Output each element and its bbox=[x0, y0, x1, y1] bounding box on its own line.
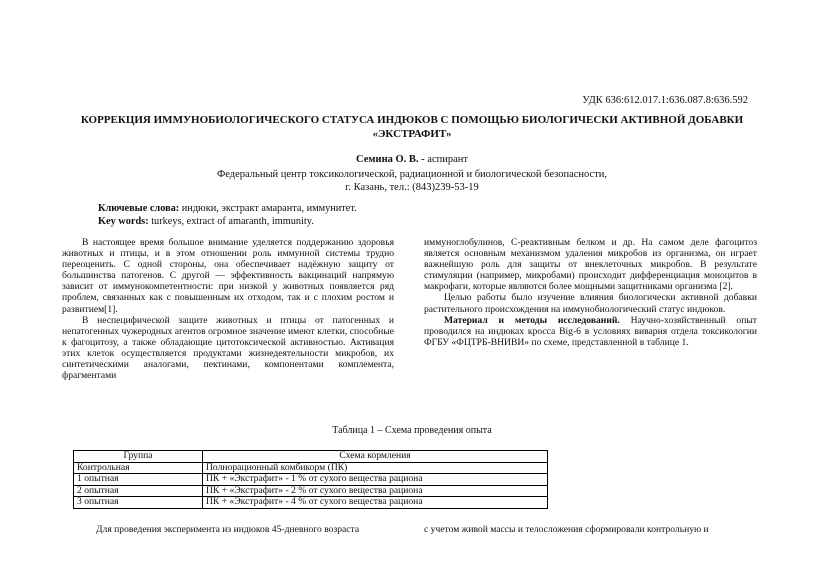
table-cell: 2 опытная bbox=[74, 485, 203, 497]
table-cell: ПК + «Экстрафит» - 4 % от сухого вещества рациона bbox=[203, 497, 548, 509]
table-row bbox=[74, 462, 548, 474]
table-row bbox=[74, 474, 548, 486]
table-cell: 3 опытная bbox=[74, 497, 203, 509]
table-cell: 1 опытная bbox=[74, 474, 203, 486]
table-cell: ПК + «Экстрафит» - 1 % от сухого вещества рациона bbox=[203, 474, 548, 486]
table-cell: Контрольная bbox=[74, 462, 203, 474]
section-heading-runin: Материал и методы исследований. bbox=[444, 314, 620, 326]
paragraph: Целью работы было изучение влияния биологически активной добавки растительного происхождения на иммунобиологический статус индюков. bbox=[424, 292, 757, 315]
author-role: аспирант bbox=[424, 154, 468, 165]
table-cell: ПК + «Экстрафит» - 2 % от сухого вещества рациона bbox=[203, 485, 548, 497]
paragraph: В настоящее время большое внимание уделяется поддержанию здоровья животных и птицы, и в этом отношении роль иммунной системы трудно переоценить. С одной стороны, она обеспечивает надёжную защиту от большинства патогенов. С другой — эффективность вакцинаций напрямую зависит от иммунокомпетентности: при низкой у животных появляется ряд проблем, связанных как с повышенным их отходом, так и с плохим ростом и развитием[1]. bbox=[62, 237, 394, 315]
keywords-en-text: turkeys, extract of amaranth, immunity. bbox=[148, 215, 314, 227]
paragraph: иммуноглобулинов, С-реактивным белком и др. На самом деле фагоцитоз является основным механизмом удаления микробов из организма, он играет важнейшую роль для защиты от внеклеточных микробов. В результате стимуляции (например, микробами) происходит дифференциация моноцитов в макрофаги, которые являются более мощными защитниками организма [2]. bbox=[424, 237, 757, 293]
table-row bbox=[74, 497, 548, 509]
keywords-ru bbox=[98, 203, 357, 216]
author-name: Семина О. В. - bbox=[356, 154, 425, 165]
affiliation-line-1: Федеральный центр токсикологической, радиационной и биологической безопасности, bbox=[216, 169, 608, 180]
text-column-right bbox=[424, 237, 757, 348]
author-line bbox=[62, 154, 762, 165]
paper-title: КОРРЕКЦИЯ ИММУНОБИОЛОГИЧЕСКОГО СТАТУСА ИНДЮКОВ С ПОМОЩЬЮ БИОЛОГИЧЕСКИ АКТИВНОЙ ДОБАВКИ «ЭКСТРАФИТ» bbox=[80, 114, 744, 140]
table-row bbox=[74, 485, 548, 497]
keywords-ru-text: индюки, экстракт амаранта, иммунитет. bbox=[179, 203, 357, 214]
table-header-row bbox=[74, 451, 548, 463]
text-column-left bbox=[62, 237, 394, 381]
udc-code: УДК 636:612.017.1:636.087.8:636.592 bbox=[582, 95, 748, 106]
paragraph-text: Научно-хозяйственный опыт проводился на индюках кросса Big-6 в условиях вивария отдела токсикологии ФГБУ «ФЦТРБ-ВНИВИ» по схеме, представленной в таблице 1. bbox=[424, 314, 757, 348]
keywords-en bbox=[98, 216, 357, 229]
paragraph bbox=[424, 315, 757, 348]
keywords-ru-label: Ключевые слова: bbox=[98, 203, 180, 214]
table-cell: Полнорационный комбикорм (ПК) bbox=[203, 462, 548, 474]
bottom-text-right: с учетом живой массы и телосложения сформировали контрольную и bbox=[424, 524, 709, 535]
table-header-cell: Группа bbox=[74, 451, 203, 463]
affiliation bbox=[62, 168, 762, 194]
keywords-en-label: Key words: bbox=[98, 215, 149, 227]
keywords-block bbox=[98, 203, 357, 228]
bottom-text-left: Для проведения эксперимента из индюков 45-дневного возраста bbox=[96, 524, 360, 535]
affiliation-line-2: г. Казань, тел.: (843)239-53-19 bbox=[345, 182, 479, 193]
table-header-cell: Схема кормления bbox=[203, 451, 548, 463]
table-caption: Таблица 1 – Схема проведения опыта bbox=[332, 425, 492, 436]
experiment-table bbox=[73, 450, 548, 509]
paragraph: В неспецифической защите животных и птицы от патогенных и непатогенных чужеродных агентов огромное значение имеют клетки, способные к фагоцитозу, а также обладающие цитотоксической активностью. Активация этих клеток осуществляется продуктами жизнедеятельности микробов, их синтетическими аналогами, пектинами, компонентами комплемента, фрагментами bbox=[62, 314, 394, 382]
